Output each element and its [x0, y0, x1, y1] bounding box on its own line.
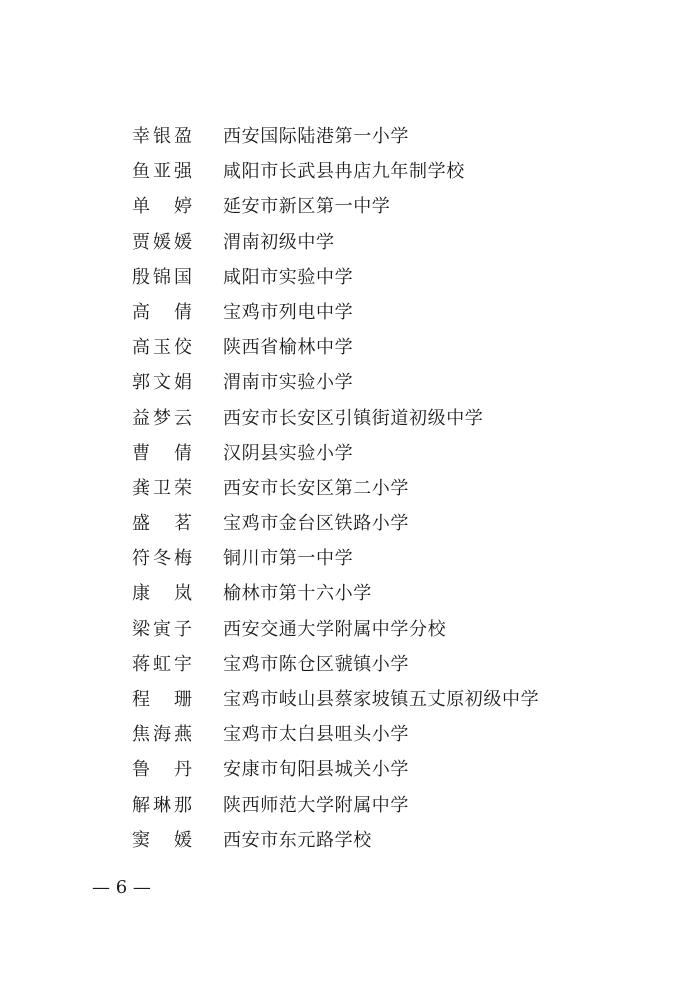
school-name: 咸阳市长武县冉店九年制学校 — [223, 161, 465, 183]
list-item — [0, 294, 700, 329]
school-name: 西安市东元路学校 — [223, 829, 372, 851]
list-item — [0, 435, 700, 470]
school-name: 宝鸡市金台区铁路小学 — [223, 513, 409, 535]
school-name: 宝鸡市岐山县蔡家坡镇五丈原初级中学 — [223, 689, 540, 710]
person-name: 盛茗 — [132, 513, 216, 535]
list-item — [0, 646, 700, 681]
school-name: 西安市长安区第二小学 — [223, 477, 409, 499]
person-name: 单婷 — [132, 196, 216, 218]
person-name: 幸银盈 — [132, 126, 192, 147]
list-item — [0, 153, 700, 188]
school-name: 宝鸡市太白县咀头小学 — [223, 724, 409, 746]
person-name: 窦媛 — [132, 829, 216, 851]
list-item — [0, 681, 700, 716]
list-item — [0, 611, 700, 646]
list-item — [0, 118, 700, 153]
list-item — [0, 470, 700, 505]
person-name: 康岚 — [132, 583, 216, 605]
person-name: 益梦云 — [132, 407, 192, 429]
school-name: 汉阴县实验小学 — [223, 442, 354, 464]
person-name: 梁寅子 — [132, 618, 192, 640]
list-item — [0, 259, 700, 294]
person-name: 贾媛媛 — [132, 231, 192, 253]
page-number: — 6 — — [92, 877, 151, 898]
person-name: 高倩 — [132, 301, 216, 323]
list-item — [0, 751, 700, 786]
person-name: 鲁丹 — [132, 759, 216, 781]
list-item — [0, 716, 700, 751]
list-item — [0, 224, 700, 259]
list-item — [0, 400, 700, 435]
school-name: 西安市长安区引镇街道初级中学 — [223, 407, 484, 429]
school-name: 延安市新区第一中学 — [223, 196, 391, 218]
person-name: 龚卫荣 — [132, 477, 192, 499]
list-item — [0, 329, 700, 364]
name-list — [0, 118, 700, 857]
list-item — [0, 364, 700, 399]
school-name: 宝鸡市列电中学 — [223, 301, 354, 323]
school-name: 榆林市第十六小学 — [223, 583, 372, 605]
list-item — [0, 188, 700, 223]
person-name: 程珊 — [132, 689, 216, 710]
person-name: 高玉佼 — [132, 337, 192, 359]
school-name: 西安交通大学附属中学分校 — [223, 618, 447, 640]
person-name: 郭文娟 — [132, 372, 192, 394]
person-name: 解琳那 — [132, 794, 192, 816]
list-item — [0, 787, 700, 822]
list-item — [0, 822, 700, 857]
school-name: 安康市旬阳县城关小学 — [223, 759, 409, 781]
school-name: 渭南初级中学 — [223, 231, 335, 253]
school-name: 陕西师范大学附属中学 — [223, 794, 409, 816]
school-name: 咸阳市实验中学 — [223, 266, 354, 288]
person-name: 曹倩 — [132, 442, 216, 464]
person-name: 鱼亚强 — [132, 161, 192, 183]
person-name: 符冬梅 — [132, 548, 192, 570]
school-name: 陕西省榆林中学 — [223, 337, 354, 359]
list-item — [0, 540, 700, 575]
person-name: 蒋虹宇 — [132, 653, 192, 675]
list-item — [0, 505, 700, 540]
person-name: 焦海燕 — [132, 724, 192, 746]
school-name: 西安国际陆港第一小学 — [223, 126, 409, 147]
school-name: 铜川市第一中学 — [223, 548, 354, 570]
person-name: 殷锦国 — [132, 266, 192, 288]
school-name: 宝鸡市陈仓区虢镇小学 — [223, 653, 409, 675]
list-item — [0, 575, 700, 610]
school-name: 渭南市实验小学 — [223, 372, 354, 394]
